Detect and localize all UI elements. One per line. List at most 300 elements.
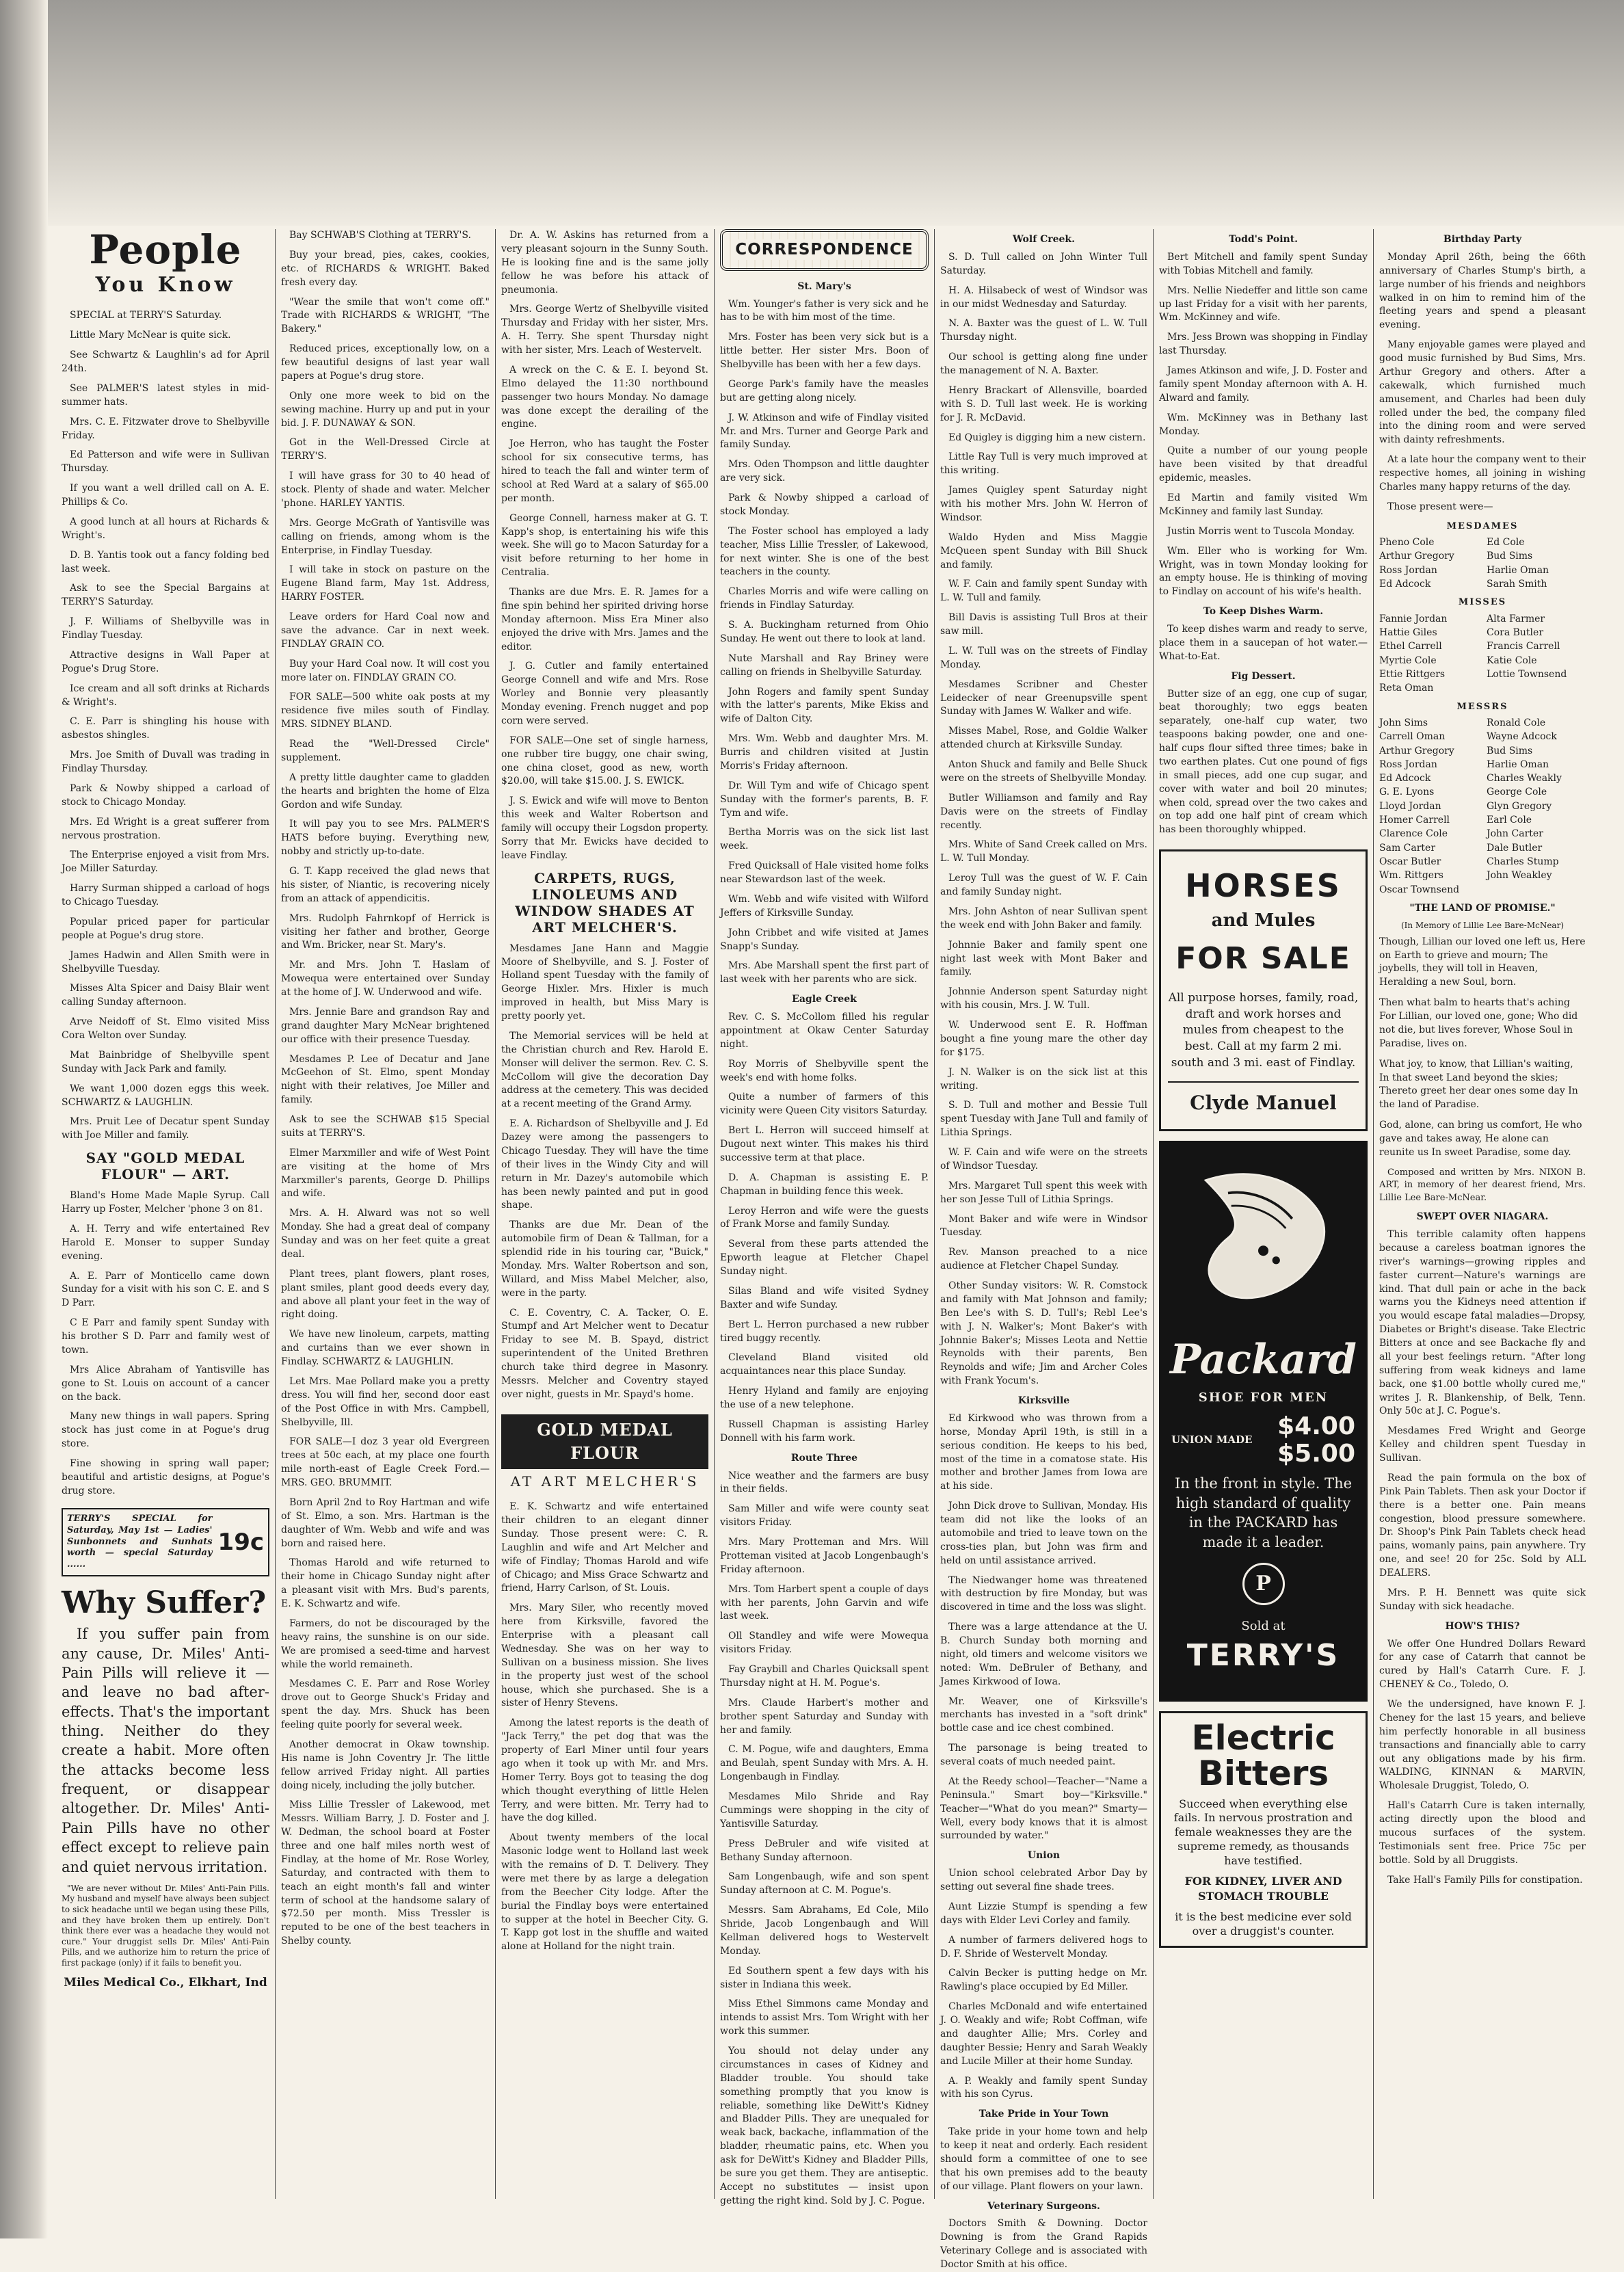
news-item: Many enjoyable games were played and good music furnished by Bud Sims, Mrs. Arthur Gregory and others. After a cakewalk, which furnished much amusement, and Charles had been duly rolled under the bed, the company filed into the dining room and were served with dainty refreshments. (1379, 339, 1586, 446)
news-item: Mrs. George Wertz of Shelbyville visited Thursday and Friday with her sister, Mrs. A. H. Terry. She spent Thursday night with her sister, Mrs. Leach of Westervelt. (501, 304, 708, 356)
news-item: J. S. Ewick and wife will move to Benton this week and Walter Robertson and family will occupy their Logsdon property. Sorry that Mr. Ewicks have decided to leave Findlay. (501, 795, 708, 861)
niagara-article (1379, 1228, 1586, 1614)
news-item: Ed Patterson and wife were in Sullivan Thursday. (62, 449, 269, 475)
news-item: Misses Mabel, Rose, and Goldie Walker attended church at Kirksville Sunday. (940, 726, 1147, 751)
news-item: The Memorial services will be held at the Christian church and Rev. Harold E. Monser will deliver the sermon. Rev. C. S. McCollom will give the decoration Day address at the cemetery. This was decided at a recent meeting of the Grand Army. (501, 1030, 708, 1110)
news-item: Rev. Manson preached to a nice audience at Fletcher Chapel Sunday. (940, 1247, 1147, 1272)
news-item: Wm. Eller who is working for Wm. Wright, was in town Monday looking for an empty house. He is thinking of moving to Findlay on account of his wife's health. (1159, 545, 1368, 598)
guest-name: Lottie Townsend (1487, 668, 1567, 680)
news-item: J. G. Cutler and family entertained George Connell and wife and Mrs. Rose Worley and Bonnie very pleasantly Monday evening. French nugget and pop corn were served. (501, 661, 708, 726)
news-item: Ed Southern spent a few days with his sister in Indiana this week. (720, 1965, 929, 1990)
news-item: Got in the Well-Dressed Circle at TERRY'S. (281, 437, 490, 462)
guest-name: Ronald Cole (1487, 717, 1546, 728)
news-item: S. D. Tull called on John Winter Tull Saturday. (940, 251, 1147, 276)
news-item: J. W. Atkinson and wife of Findlay visited Mr. and Mrs. Turner and George Park and family Sunday. (720, 412, 929, 451)
news-item: W. F. Cain and family spent Sunday with L. W. Tull and family. (940, 579, 1147, 604)
news-item: Read the pain formula on the box of Pink Pain Tablets. Then ask your Doctor if there is a better one. Pain means congestion, blood pressure somewhere. Dr. Shoop's Pink Pain Tablets check head pains, womanly pains, pain anywhere. Try one, and see! 20 for 25c. Sold by ALL DEALERS. (1379, 1472, 1586, 1579)
guest-name: George Cole (1487, 787, 1547, 798)
correspondence-sections-2 (940, 233, 1147, 2272)
news-item: Mrs. Joe Smith of Duvall was trading in Findlay Thursday. (62, 750, 269, 775)
news-item: The parsonage is being treated to several coats of much needed paint. (940, 1743, 1147, 1767)
news-item: Read the "Well-Dressed Circle" supplement. (281, 739, 490, 763)
section-heading: Eagle Creek (792, 994, 857, 1005)
todds-point-sections (1159, 233, 1368, 837)
news-item: Among the latest reports is the death of "Jack Terry," the pet dog that was the property of Earl Miner until four years ago when it took up with Mr. and Mrs. Homer Terry. Boys got to teasing the dog which thought everything of little Helen Terry, and were bitten. Mr. Terry had to have the dog killed. (501, 1717, 708, 1824)
news-item: Mesdames Milo Shride and Ray Cummings were shopping in the city of Yantisville Saturday. (720, 1791, 929, 1830)
news-item: Doctors Smith & Downing. Doctor Downing is from the Grand Rapids Veterinary College and is associated with Doctor Smith at his office. (940, 2218, 1147, 2270)
news-item: James Hadwin and Allen Smith were in Shelbyville Tuesday. (62, 949, 269, 975)
news-item: Miss Lillie Tressler of Lakewood, met Messrs. William Barry, J. D. Foster and J. W. Dedman, the school board at Foster three and one half miles north west of Findlay, at the home of Mr. Rose Worley, Saturday, and contracted with them to teach an eight month's fall and winter term of school at the handsome salary of $72.50 per month. Miss Tressler is reputed to be one of the best teachers in Shelby county. (281, 1799, 490, 1947)
news-item: Roy Morris of Shelbyville spent the week's end with home folks. (720, 1058, 929, 1083)
birthday-party-article (1379, 251, 1586, 514)
packard-tagline: SHOE FOR MEN (1198, 1390, 1329, 1405)
news-item: I will take in stock on pasture on the Eugene Bland farm, May 1st. Address, HARRY FOSTER. (281, 564, 490, 603)
news-item: Mrs. Rudolph Fahrnkopf of Herrick is visiting her father and brother, George and Wm. Bricker, near St. Mary's. (281, 912, 490, 951)
news-item: Leroy Tull was the guest of W. F. Cain and family Sunday night. (940, 873, 1147, 897)
news-item: Park & Nowby shipped a carload of stock Monday. (720, 492, 929, 517)
news-item: C E Parr and family spent Sunday with his brother S D. Parr and family west of town. (62, 1317, 269, 1356)
hows-this-article (1379, 1638, 1586, 1888)
news-item: Mrs Alice Abraham of Yantisville has gone to St. Louis on account of a cancer on the back. (62, 1364, 269, 1403)
column-birthday-poem (1373, 229, 1591, 2199)
guest-name: Ross Jordan (1379, 758, 1437, 770)
news-item: About twenty members of the local Masonic lodge went to Holland last week with the remains of D. T. Delivery. They were met there by as large a delegation from the Beecher City lodge. After the burial the Findlay boys were entertained to supper at the hotel in Beecher City. G. T. Kapp got lost in the shuffle and waited alone at Holland for the night train. (501, 1832, 708, 1953)
news-item: Little Mary McNear is quite sick. (70, 330, 231, 341)
news-item: Ask to see the Special Bargains at TERRY'S Saturday. (62, 583, 269, 608)
news-item: Farmers, do not be discouraged by the heavy rains, the sunshine is on our side. We are promised a seed-time and harvest while the world remaineth. (281, 1617, 490, 1670)
guest-name (1487, 883, 1586, 897)
news-item: Oll Standley and wife were Mowequa visitors Friday. (720, 1630, 929, 1656)
news-item: See PALMER'S latest styles in mid-summer hats. (62, 382, 269, 408)
page-scan-shadow-left (0, 0, 48, 2238)
guest-name: Sarah Smith (1487, 578, 1547, 590)
news-item: Plant trees, plant flowers, plant roses, plant smiles, plant good deeds every day, and above all plant your feet in the way of right doing. (281, 1268, 490, 1321)
news-item: Mrs. Mary Siler, who recently moved here from Kirksville, favored the Enterprise with a pleasant call Wednesday. She was on her way to Sullivan on a business mission. She lives in the property just west of the school house, which she purchased. She is a sister of Henry Stevens. (501, 1602, 708, 1709)
guest-name: John Carter (1487, 828, 1543, 840)
news-item: Our school is getting along fine under the management of N. A. Baxter. (940, 352, 1147, 376)
why-suffer-body: If you suffer pain from any cause, Dr. Miles' Anti-Pain Pills will relieve it —and leave no bad after-effects. That's the important thing. Neither do they create a habit. More often the attacks become less frequent, or disappear altogether. Dr. Miles' Anti-Pain Pills have no other effect except to relieve pain and quiet nervous irritation. (62, 1626, 269, 1875)
packard-shoe-ad (1159, 1141, 1368, 1702)
news-item: Bay SCHWAB'S Clothing at TERRY'S. (289, 230, 471, 241)
mesdames-label: MESDAMES (1446, 520, 1519, 531)
news-item: Leroy Herron and wife were the guests of Frank Morse and family Sunday. (720, 1205, 929, 1230)
news-item: The Niedwanger home was threatened with destruction by fire Monday, but was discovered in time and the loss was slight. (940, 1574, 1147, 1613)
news-item: Nute Marshall and Ray Briney were calling on friends in Shelbyville Saturday. (720, 652, 929, 678)
guest-name: Bud Sims (1487, 745, 1533, 756)
guest-name: Sam Carter (1379, 842, 1436, 854)
horses-ad-body: All purpose horses, family, road, draft and work horses and mules from cheapest to the best. Call at my farm 2 mi. south and 3 mi. east of Findlay. (1168, 990, 1359, 1070)
guest-name: Bud Sims (1487, 551, 1533, 562)
news-item: Rev. C. S. McCollom filled his regular appointment at Okaw Center Saturday night. (720, 1012, 929, 1050)
news-item: Joe Herron, who has taught the Foster school for six consecutive terms, has hired to teach the fall and winter term of school at Red Ward at a salary of $65.00 per month. (501, 438, 708, 504)
news-item: Mesdames Fred Wright and George Kelley and children spent Tuesday in Sullivan. (1379, 1425, 1586, 1464)
section-heading: Union (1027, 1850, 1061, 1862)
news-item: To keep dishes warm and ready to serve, place them in a saucepan of hot water.—What-to-Eat. (1159, 624, 1368, 662)
guest-name: Glyn Gregory (1487, 800, 1552, 812)
news-item: Nice weather and the farmers are busy in their fields. (720, 1470, 929, 1495)
news-item: Calvin Becker is putting hedge on Mr. Rawling's place occupied by Ed Miller. (940, 1968, 1147, 1993)
news-item: Johnnie Anderson spent Saturday night with his cousin, Mrs. J. W. Tull. (940, 986, 1147, 1012)
packard-badge-icon: P (1242, 1563, 1285, 1605)
news-item: D. B. Yantis took out a fancy folding bed last week. (62, 549, 269, 574)
news-item: E. A. Richardson of Shelbyville and J. Ed Dazey were among the passengers to Chicago Tuesday. They will have the time of their lives in the Windy City and will return in Mr. Dazey's automobile which has been newly painted and put in good shape. (501, 1118, 708, 1211)
news-item: Waldo Hyden and Miss Maggie McQueen spent Sunday with Bill Shuck and family. (940, 531, 1147, 570)
horses-ad-line3: FOR SALE (1175, 941, 1351, 977)
gold-medal-line: SAY "GOLD MEDAL FLOUR" — ART. (85, 1150, 245, 1183)
news-item: Sam Miller and wife were county seat visitors Friday. (720, 1503, 929, 1529)
horses-ad-seller: Clyde Manuel (1168, 1081, 1359, 1117)
news-item: Then what balm to hearts that's aching For Lillian, our loved one, gone; Who did not die, but lives forever, Whose Soul in Paradise, lives on. (1379, 997, 1578, 1049)
birthday-party-heading: Birthday Party (1443, 234, 1522, 245)
guest-name: Carrell Oman (1379, 731, 1446, 743)
news-item: Ed Quigley is digging him a new cistern. (948, 432, 1146, 443)
news-item: Mrs. Mary Protteman and Mrs. Will Protteman visited at Jacob Longenbaugh's Friday afternoon. (720, 1537, 929, 1575)
news-item: Ed Martin and family visited Wm McKinney and family last Sunday. (1159, 492, 1368, 517)
news-item: A. P. Weakly and family spent Sunday with his son Cyrus. (940, 2075, 1147, 2100)
news-item: Little Ray Tull is very much improved at this writing. (940, 451, 1147, 477)
column-local-news (495, 229, 714, 2199)
poem-subtitle: (In Memory of Lillie Lee Bare-McNear) (1400, 920, 1565, 930)
news-item: Popular priced paper for particular people at Pogue's drug store. (62, 916, 269, 941)
news-item: Thanks are due Mr. Dean of the automobile firm of Dean & Tallman, for a splendid ride in his touring car, "Buick," Monday. Mrs. Walter Robertson and son, Willard, and Miss Mabel Melcher, also, were in the party. (501, 1219, 708, 1299)
why-suffer-ad (62, 1587, 269, 1991)
guest-name: Oscar Butler (1379, 856, 1441, 867)
section-heading: St. Mary's (797, 280, 851, 292)
page-scan-shadow-top (0, 0, 1624, 226)
news-item: Bertha Morris was on the sick list last week. (720, 827, 929, 852)
news-item: Several from these parts attended the Epworth league at Fletcher Chapel Sunday night. (720, 1239, 929, 1278)
news-item: Many new things in wall papers. Spring stock has just come in at Pogue's drug store. (62, 1411, 269, 1450)
news-item: Buy your Hard Coal now. It will cost you more later on. FINDLAY GRAIN CO. (281, 658, 490, 683)
news-item: J. F. Williams of Shelbyville was in Findlay Tuesday. (62, 616, 269, 642)
news-item: John Cribbet and wife visited at James Snapp's Sunday. (720, 927, 929, 952)
terrys-special-ad (62, 1508, 269, 1576)
gold-medal-flour-ad-title: GOLD MEDAL FLOUR (501, 1414, 708, 1469)
news-item: Henry Brackart of Allensville, boarded with S. D. Tull last week. He is working for J. R. McDavid. (940, 384, 1147, 423)
news-item: George Connell, harness maker at G. T. Kapp's shop, is entertaining his wife this week. She will go to Macon Saturday for a visit before returning to her home in Centralia. (501, 512, 708, 579)
news-item: Mrs. A. H. Alward was not so well Monday. She had a great deal of company Sunday and was on her feet quite a great deal. (281, 1208, 490, 1260)
section-heading: Take Pride in Your Town (979, 2109, 1109, 2120)
news-item: Butler Williamson and family and Ray Davis were on the streets of Findlay recently. (940, 792, 1147, 831)
news-item: D. A. Chapman is assisting E. P. Chapman in building fence this week. (720, 1172, 929, 1197)
news-item: Mrs. Tom Harbert spent a couple of days with her parents, John Garvin and wife last week. (720, 1583, 929, 1622)
section-heading: To Keep Dishes Warm. (1203, 606, 1324, 618)
news-item: Messrs. Sam Abrahams, Ed Cole, Milo Shride, Jacob Longenbaugh and Will Kellman delivered hogs to Westervelt Monday. (720, 1905, 929, 1957)
news-item: C. E. Coventry, C. A. Tacker, O. E. Stumpf and Art Melcher went to Decatur Friday to see M. B. Spayd, district superintendent of the United Brethren church take third degree in Masonry. Messrs. Melcher and Coventry stayed over night, guests in Mr. Spayd's home. (501, 1307, 708, 1400)
news-item: Mrs. Foster has been very sick but is a little better. Her sister Mrs. Boon of Shelbyville has been with her a few days. (720, 332, 929, 371)
local-items-list-2 (62, 1189, 269, 1498)
people-masthead-subtitle: You Know (95, 272, 236, 297)
shoe-illustration-icon (1167, 1149, 1359, 1327)
hows-this-heading: HOW'S THIS? (1445, 1620, 1520, 1632)
news-item: It will pay you to see Mrs. PALMER'S HATS before buying. Everything new, nobby and strictly up-to-date. (281, 819, 490, 858)
guest-name: Ed Adcock (1379, 578, 1431, 590)
guest-name: Dale Butler (1487, 842, 1543, 854)
news-item: C. M. Pogue, wife and daughters, Emma and Beulah, spent Sunday with Mrs. A. H. Longenbaugh in Findlay. (720, 1744, 929, 1783)
news-item: "Wear the smile that won't come off." Trade with RICHARDS & WRIGHT, "The Bakery." (281, 296, 490, 335)
misses-roster (1379, 612, 1586, 696)
news-item: Another democrat in Okaw township. His name is John Coventry Jr. The little fellow arrived Friday night. All parties doing nicely, including the jolly butcher. (281, 1739, 490, 1791)
news-item: Mrs. Claude Harbert's mother and brother spent Saturday and Sunday with her and family. (720, 1697, 929, 1736)
news-item: Take Hall's Family Pills for constipation. (1387, 1874, 1583, 1886)
local-notes-list (281, 229, 490, 1949)
section-heading: Wolf Creek. (1012, 234, 1076, 245)
news-item: E. K. Schwartz and wife entertained their children to an elegant dinner Sunday. Those present were: C. R. Laughlin and wife and Art Melcher and wife of Findlay; Thomas Harold and wife of Chicago; and Miss Grace Schwartz and friend, Harry Carlson, of St. Louis. (501, 1501, 708, 1594)
guest-name: Charles Weakly (1487, 773, 1562, 784)
guest-name: Ed Cole (1487, 537, 1525, 549)
packard-brand-name: Packard (1170, 1335, 1357, 1384)
niagara-heading: SWEPT OVER NIAGARA. (1416, 1211, 1549, 1223)
news-item: A good lunch at all hours at Richards & Wright's. (62, 516, 269, 541)
messrs-label: MESSRS (1456, 701, 1508, 712)
news-item: Justin Morris went to Tuscola Monday. (1167, 525, 1355, 537)
news-item: Wm. Webb and wife visited with Wilford Jeffers of Kirksville Sunday. (720, 893, 929, 919)
news-item: Mrs. Wm. Webb and daughter Mrs. M. Burris and children visited at Justin Morris's Friday afternoon. (720, 733, 929, 771)
news-item: There was a large attendance at the U. B. Church Sunday both morning and night, old timers and welcome visitors we noted: Wm. DeBruler of Bethany, and James Kirkwood of Iowa. (940, 1622, 1147, 1687)
news-item: Fred Quicksall of Hale visited home folks near Stewardson last of the week. (720, 860, 929, 886)
news-item: See Schwartz & Laughlin's ad for April 24th. (62, 349, 269, 375)
news-item: S. D. Tull and mother and Bessie Tull spent Tuesday with Jane Tull and family of Lithia Springs. (940, 1100, 1147, 1139)
news-item: Butter size of an egg, one cup of sugar, beat thoroughly; two eggs beaten separately, one-half cup water, two teaspoons baking powder, one and one-half cups flour sifted three times; bake in two earthen plates. Cut one pound of figs in small pieces, add one cup sugar, and cover with water and boil 20 minutes; when cold, spread over the two cakes and on top add one half pint of cream which has been thoroughly whipped. (1159, 688, 1368, 836)
local-news-list (501, 229, 708, 863)
news-item: Dr. A. W. Askins has returned from a very pleasant sojourn in the Sunny South. He is looking fine and is the same jolly fellow he was before his attack of pneumonia. (501, 230, 708, 295)
guest-name: John Sims (1379, 717, 1428, 728)
news-item: Quite a number of farmers of this vicinity were Queen City visitors Saturday. (720, 1092, 929, 1117)
horses-for-sale-ad (1159, 849, 1368, 1131)
news-item: We offer One Hundred Dollars Reward for any case of Catarrh that cannot be cured by Hall's Catarrh Cure. F. J. CHENEY & Co., Toledo, O. (1379, 1638, 1586, 1691)
news-item: Elmer Marxmiller and wife of West Point are visiting at the home of Mrs Marxmiller's parents, George D. Phillips and wife. (281, 1147, 490, 1200)
news-item: Only one more week to bid on the sewing machine. Hurry up and put in your bid. J. F. DUNAWAY & SON. (281, 390, 490, 429)
news-item: Other Sunday visitors: W. R. Comstock and family with Mat Johnson and family; Ben Lee's with S. D. Tull's; Rebl Lee's with J. N. Walker's; Mont Baker's with Johnnie Baker's; Misses Leota and Nettie Reynolds with their parents, Ben Reynolds and wife; Jim and Archer Coles with Frank Yocum's. (940, 1280, 1147, 1387)
news-item: Mrs. Jess Brown was shopping in Findlay last Thursday. (1159, 332, 1368, 357)
news-item: Those present were— (1387, 501, 1493, 512)
news-item: Ice cream and all soft drinks at Richards & Wright's. (62, 683, 269, 708)
mesdames-roster (1379, 536, 1586, 591)
news-item: Quite a number of our young people have been visited by that dreadful epidemic, measles. (1159, 445, 1368, 484)
news-item: Mrs. Margaret Tull spent this week with her son Jesse Tull of Lithia Springs. (940, 1180, 1147, 1205)
news-item: Bland's Home Made Maple Syrup. Call Harry up Foster, Melcher 'phone 3 on 81. (62, 1190, 269, 1215)
messrs-roster (1379, 716, 1586, 897)
news-item: We want 1,000 dozen eggs this week. SCHWARTZ & LAUGHLIN. (62, 1083, 269, 1108)
news-item: God, alone, can bring us comfort, He who gave and takes away, He alone can reunite us In sweet Paradise, some day. (1379, 1120, 1582, 1158)
news-item: J. N. Walker is on the sick list at this writing. (940, 1066, 1147, 1092)
electric-bitters-kidney: FOR KIDNEY, LIVER AND STOMACH TROUBLE (1184, 1874, 1342, 1903)
news-item: Attractive designs in Wall Paper at Pogue's Drug Store. (62, 649, 269, 674)
news-item: Misses Alta Spicer and Daisy Blair went calling Sunday afternoon. (62, 983, 269, 1008)
guest-name: Lloyd Jordan (1379, 800, 1441, 812)
news-item: We have new linoleum, carpets, matting and curtains than we ever shown in Findlay. SCHWARTZ & LAUGHLIN. (281, 1329, 490, 1367)
section-heading: Route Three (790, 1452, 858, 1464)
news-item: A wreck on the C. & E. I. beyond St. Elmo delayed the 11:30 northbound passenger two hours Monday. No damage was done except the derailing of the engine. (501, 364, 708, 430)
news-item: Ask to see the SCHWAB $15 Special suits at TERRY'S. (281, 1114, 490, 1139)
guest-name: Homer Carrell (1379, 815, 1450, 826)
news-item: C. E. Parr is shingling his house with asbestos shingles. (62, 716, 269, 741)
news-item: Mont Baker and wife were in Windsor Tuesday. (940, 1213, 1147, 1239)
news-item: What joy, to know, that Lillian's waiting, In that sweet Land beyond the skies; Thereto greet her dear ones some day In the land of Paradise. (1379, 1058, 1578, 1111)
news-item: Arve Neidoff of St. Elmo visited Miss Cora Welton over Sunday. (62, 1016, 269, 1042)
correspondence-sections (720, 280, 929, 2208)
news-item: Take pride in your home town and help to keep it neat and orderly. Each resident should form a committee of one to see that his own premises add to the beauty of our village. Plant flowers on your lawn. (940, 2126, 1147, 2192)
news-item: Mrs. White of Sand Creek called on Mrs. L. W. Tull Monday. (940, 839, 1147, 864)
correspondence-banner (720, 229, 929, 271)
news-item: Fine showing in spring wall paper; beautiful and artistic designs, at Pogue's drug store. (62, 1458, 269, 1496)
news-item: Silas Bland and wife visited Sydney Baxter and wife Sunday. (720, 1285, 929, 1310)
local-items-list (62, 309, 269, 1143)
news-item: Mesdames P. Lee of Decatur and Jane McGeehon of St. Elmo, spent Monday night with their relatives, Joe Miller and family. (281, 1053, 490, 1106)
packard-price-row (1171, 1413, 1355, 1467)
news-item: Fay Graybill and Charles Quicksall spent Thursday night at H. M. Pogue's. (720, 1664, 929, 1689)
news-item: Mrs. George McGrath of Yantisville was calling on friends, among whom is the Enterprise, in Findlay Tuesday. (281, 517, 490, 556)
news-item: W. F. Cain and wife were on the streets of Windsor Tuesday. (940, 1147, 1147, 1172)
guest-name: Oscar Townsend (1379, 884, 1460, 895)
news-item: Reduced prices, exceptionally low, on a few beautiful designs of last year wall papers at Pogue's drug store. (281, 343, 490, 382)
news-item: Bert L. Herron will succeed himself at Dugout next winter. This makes his third successive term at that place. (720, 1125, 929, 1163)
column-ads (1153, 229, 1373, 2199)
local-news-list-3 (501, 1501, 708, 1954)
guest-name: Harlie Oman (1487, 758, 1549, 770)
electric-bitters-ad (1159, 1711, 1368, 1948)
section-heading: Kirksville (1017, 1395, 1070, 1406)
packard-sold-at: Sold at (1241, 1618, 1286, 1633)
news-item: Though, Lillian our loved one left us, Here on Earth to grieve and mourn; The joybells, they will toll in Heaven, Heralding a new Soul, born. (1379, 936, 1586, 988)
news-item: The Enterprise enjoyed a visit from Mrs. Joe Miller Saturday. (62, 849, 269, 875)
news-item: Let Mrs. Mae Pollard make you a pretty dress. You will find her, second door east of the Post Office in with Mrs. Campbell, Shelbyville, Ill. (281, 1375, 490, 1428)
guest-name: Reta Oman (1379, 683, 1434, 694)
news-item: FOR SALE—One set of single harness, one rubber tire buggy, one chair swing, one china closet, good as new, worth $20.00, will take $15.00. J. S. EWICK. (501, 735, 708, 787)
news-item: Thanks are due Mrs. E. R. James for a fine spin behind her spirited driving horse Monday afternoon. Miss Era Miner also enjoyed the drive with Mrs. James and the editor. (501, 587, 708, 652)
guest-name: Fannie Jordan (1379, 613, 1448, 624)
news-item: At a late hour the company went to their respective homes, all joining in wishing Charles many happy returns of the day. (1379, 454, 1586, 492)
news-item: Mrs. C. E. Fitzwater drove to Shelbyville Friday. (62, 416, 269, 441)
guest-name: Ethel Carrell (1379, 641, 1442, 652)
news-item: We the undersigned, have known F. J. Cheney for the last 15 years, and believe him perfectly honorable in all business transactions and financially able to carry out any obligations made by his firm. WALDING, KINNAN & MARVIN, Wholesale Druggist, Toledo, O. (1379, 1699, 1586, 1792)
news-item: Press DeBruler and wife visited at Bethany Sunday afternoon. (720, 1838, 929, 1863)
people-masthead-title: People (89, 226, 242, 273)
news-item: Ed Kirkwood who was thrown from a horse, Monday April 19th, is still in a serious condition. He keeps to his bed, most of the time in a comatose state. His mother and brother James from Iowa are at his side. (940, 1412, 1147, 1492)
misses-label: MISSES (1458, 597, 1507, 608)
news-item: Mat Bainbridge of Shelbyville spent Sunday with Jack Park and family. (62, 1049, 269, 1074)
packard-prices (1277, 1413, 1355, 1467)
news-item: Miss Ethel Simmons came Monday and intends to assist Mrs. Tom Wright with her work this summer. (720, 1998, 929, 2037)
guest-name: Hattie Giles (1379, 627, 1437, 639)
packard-union-made: UNION MADE (1171, 1434, 1253, 1447)
section-heading: Fig Dessert. (1231, 670, 1296, 682)
electric-bitters-footer: it is the best medicine ever sold over a druggist's counter. (1175, 1910, 1352, 1938)
guest-name (1487, 681, 1586, 695)
news-item: Union school celebrated Arbor Day by setting out several fine shade trees. (940, 1868, 1147, 1892)
news-item: Mrs. Jennie Bare and grandson Ray and grand daughter Mary McNear brightened our office with their presence Tuesday. (281, 1006, 490, 1045)
news-item: Hall's Catarrh Cure is taken internally, acting directly upon the blood and mucous surfaces of the system. Testimonials sent free. Price 75c per bottle. Sold by all Druggists. (1379, 1800, 1586, 1866)
guest-name: Harlie Oman (1487, 564, 1549, 576)
news-item: Bert Mitchell and family spent Sunday with Tobias Mitchell and family. (1159, 251, 1368, 276)
news-item: The Foster school has employed a lady teacher, Miss Lillie Tressler, of Lakewood, for next winter. She is one of the best teachers in the county. (720, 525, 929, 578)
news-item: Thomas Harold and wife returned to their home in Chicago Sunday night after a pleasant visit with Mrs. Bud's parents, E. K. Schwartz and wife. (281, 1557, 490, 1609)
news-item: You should not delay under any circumstances in cases of Kidney and Bladder trouble. You should take something promptly that you know is reliable, something like DeWitt's Kidney and Bladder Pills. They are unequaled for weak back, backache, inflammation of the bladder, rheumatic pains, etc. When you ask for DeWitt's Kidney and Bladder Pills, be sure you get them. They are antiseptic. Accept no substitutes — insist upon getting the right kind. Sold by J. C. Pogue. (720, 2046, 929, 2206)
news-item: S. A. Buckingham returned from Ohio Sunday. He went out there to look at land. (720, 620, 929, 644)
poem-title: "THE LAND OF PROMISE." (1409, 902, 1556, 914)
correspondence-banner-text: CORRESPONDENCE (731, 239, 917, 260)
news-item: Mesdames Scribner and Chester Leidecker of near Greenupsville spent Sunday with James W. Walker and wife. (940, 678, 1147, 717)
news-item: Leave orders for Hard Coal now and save the advance. Car in next week. FINDLAY GRAIN CO. (281, 611, 490, 650)
news-item: FOR SALE—I doz 3 year old Evergreen trees at 50c each, at my place one fourth mile north-east of Eagle Creek Ford.—MRS. GEO. BRUMMIT. (281, 1436, 490, 1488)
news-item: A. E. Parr of Monticello came down Sunday for a visit with his son C. E. and S D Parr. (62, 1270, 269, 1309)
poem-stanzas (1379, 936, 1586, 1160)
electric-bitters-title: Electric Bitters (1191, 1717, 1335, 1794)
news-item: Mrs. P. H. Bennett was quite sick Sunday with sick headache. (1379, 1587, 1586, 1612)
news-item: Buy your bread, pies, cakes, cookies, etc. of RICHARDS & WRIGHT. Baked fresh every day. (281, 249, 490, 288)
news-item: H. A. Hilsabeck of west of Windsor was in our midst Wednesday and Saturday. (940, 285, 1147, 310)
news-item: Mr. Weaver, one of Kirksville's merchants has invested in a "soft drink" bottle case and ice chest combined. (940, 1695, 1147, 1734)
news-item: G. T. Kapp received the glad news that his sister, of Niantic, is recovering nicely from an attack of appendicitis. (281, 866, 490, 904)
poem-credit: Composed and written by Mrs. NIXON B. ART, in memory of her dearest friend, Mrs. Lillie Lee Bare-McNear. (1379, 1167, 1586, 1203)
news-item: John Dick drove to Sullivan, Monday. His team did not like the looks of an automobile and tried to leave town on the cross-ties plan, but John was firm and held on until assistance arrived. (940, 1501, 1147, 1566)
guest-name: Ettie Rittgers (1379, 668, 1446, 680)
packard-price-1: $4.00 (1277, 1412, 1355, 1441)
news-item: Bill Davis is assisting Tull Bros at their saw mill. (940, 612, 1147, 637)
guest-name: G. E. Lyons (1379, 787, 1435, 798)
news-item: Mrs. Oden Thompson and little daughter are very sick. (720, 459, 929, 484)
news-item: FOR SALE—500 white oak posts at my residence five miles south of Findlay. MRS. SIDNEY BLAND. (281, 691, 490, 730)
horses-ad-line2: and Mules (1211, 910, 1316, 932)
guest-name: Arthur Gregory (1379, 551, 1454, 562)
news-item: James Atkinson and wife, J. D. Foster and family spent Monday afternoon with A. H. Alward and family. (1159, 365, 1368, 404)
column-correspondence-2 (934, 229, 1153, 2270)
news-item: SPECIAL at TERRY'S Saturday. (70, 310, 222, 321)
guest-name: Alta Farmer (1487, 613, 1545, 624)
news-item: Dr. Will Tym and wife of Chicago spent Sunday with the former's parents, B. F. Tym and wife. (720, 780, 929, 819)
guest-name: Pheno Cole (1379, 537, 1435, 549)
news-item: Harry Surman shipped a carload of hogs to Chicago Tuesday. (62, 883, 269, 908)
packard-price-2: $5.00 (1277, 1439, 1355, 1468)
news-item: This terrible calamity often happens because a careless boatman ignores the river's warnings—growing ripples and faster current—Nature's warnings are kind. That dull pain or ache in the back warns you the Kidneys need attention if you would escape fatal maladies—Dropsy, Diabetes or Bright's disease. Take Electric Bitters at once and see Backache fly and all your best feelings return. "After long suffering from weak kidneys and lame back, one $1.00 bottle wholly cured me," writes J. R. Blankenship, of Belk, Tenn. Only 50c at J. C. Pogue's. (1379, 1229, 1586, 1417)
column-local-notes (275, 229, 495, 2199)
why-suffer-title: Why Suffer? (62, 1585, 267, 1621)
guest-name: John Weakley (1487, 870, 1552, 882)
news-item: George Park's family have the measles but are getting along nicely. (720, 378, 929, 404)
news-item: Russell Chapman is assisting Harley Donnell with his farm work. (720, 1418, 929, 1444)
news-item: If you want a well drilled call on A. E. Phillips & Co. (62, 483, 269, 508)
news-item: Cleveland Bland visited old acquaintances near this place Sunday. (720, 1352, 929, 1377)
news-item: Wm. McKinney was in Bethany last Monday. (1159, 412, 1368, 437)
section-heading: Todd's Point. (1228, 234, 1299, 245)
news-item: Mrs. Nellie Niedeffer and little son came up last Friday for a visit with her parents, Wm. McKinney and wife. (1159, 285, 1368, 323)
guest-name: Earl Cole (1487, 815, 1532, 826)
guest-name: Francis Carrell (1487, 641, 1560, 652)
news-item: Wm. Younger's father is very sick and he has to be with him most of the time. (720, 298, 929, 323)
news-item: A pretty little daughter came to gladden the hearts and brighten the home of Elza Gordon and wife Sunday. (281, 771, 490, 810)
news-item: Mesdames C. E. Parr and Rose Worley drove out to George Shuck's Friday and spent the day. Mrs. Shuck has been feeling quite poorly for several week. (281, 1678, 490, 1730)
terrys-special-price: 19c (217, 1528, 264, 1556)
news-item: Born April 2nd to Roy Hartman and wife of St. Elmo, a son. Mrs. Hartman is the daughter of Wm. Webb and wife and was born and raised here. (281, 1496, 490, 1549)
packard-slogan: In the front in style. The high standard of quality in the PACKARD has made it a leader. (1174, 1475, 1353, 1550)
newspaper-page (56, 226, 1591, 2270)
guest-name: Wayne Adcock (1487, 731, 1557, 743)
guest-name: Clarence Cole (1379, 828, 1448, 840)
news-item: L. W. Tull was on the streets of Findlay Monday. (940, 645, 1147, 670)
news-item: James Quigley spent Saturday night with his mother Mrs. John W. Herron of Windsor. (940, 485, 1147, 523)
news-item: Mrs. Ed Wright is a great sufferer from nervous prostration. (62, 816, 269, 841)
news-item: Aunt Lizzie Stumpf is spending a few days with Elder Levi Corley and family. (940, 1901, 1147, 1926)
news-item: Mesdames Jane Hann and Maggie Moore of Shelbyville, and S. J. Foster of Holland spent Tuesday with the family of George Hixler. Mrs. Hixler is much improved in health, but Miss Mary is pretty poorly yet. (501, 942, 708, 1022)
news-item: Mrs. John Ashton of near Sullivan spent the week end with John Baker and family. (940, 906, 1147, 931)
news-item: Henry Hyland and family are enjoying the use of a new telephone. (720, 1386, 929, 1411)
news-item: A number of farmers delivered hogs to D. F. Shride of Westervelt Monday. (940, 1934, 1147, 1959)
guest-name: Wm. Rittgers (1379, 870, 1443, 882)
news-item: Charles McDonald and wife entertained J. O. Weakly and wife; Robt Coffman, wife and daughter Allie; Mrs. Corley and daughter Bessie; Henry and Sarah Weakly and Lucile Miller at their home Sunday. (940, 2001, 1147, 2067)
news-item: At the Reedy school—Teacher—"Name a Peninsula." Smart boy—"Kirksville." Teacher—"What do you mean?" Smarty—Well, every body knows that it is almost surrounded by water." (940, 1775, 1147, 1842)
news-item: Monday April 26th, being the 66th anniversary of Charles Stump's birth, a large number of his friends and neighbors walked in on him to remind him of the fleeting years and spend a pleasant evening. (1379, 251, 1586, 331)
guest-name: Ross Jordan (1379, 564, 1437, 576)
